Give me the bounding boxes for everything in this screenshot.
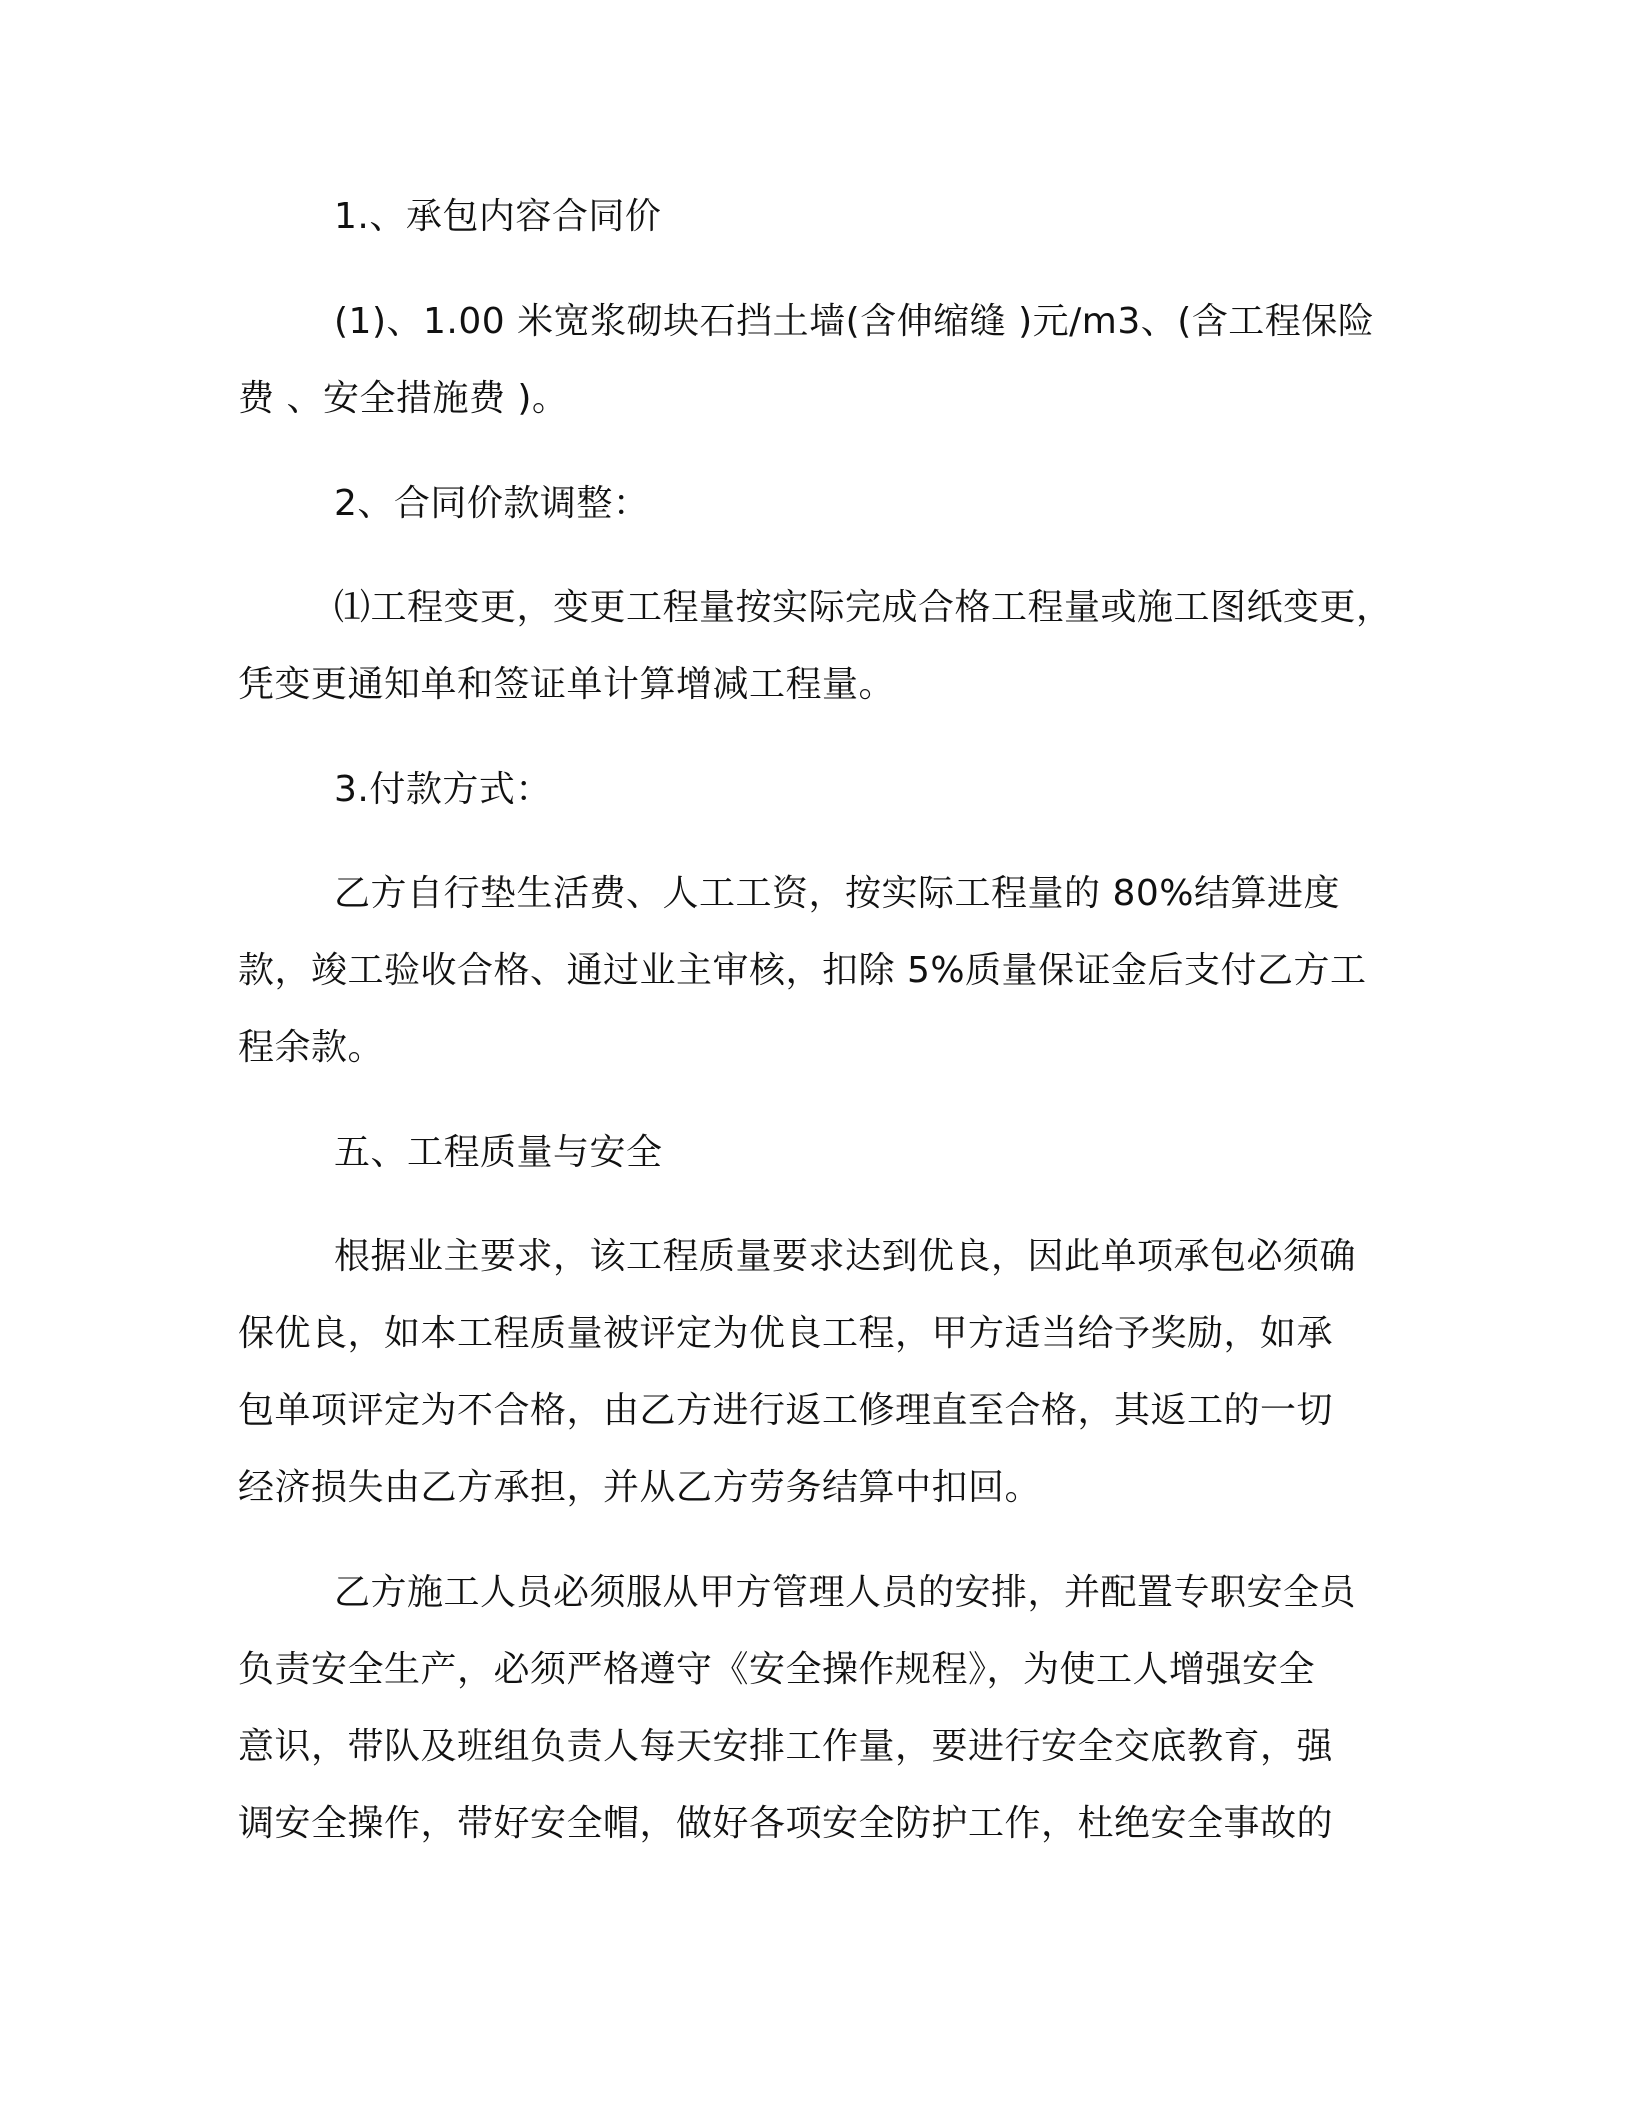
section-heading-payment-method: 3.付款方式： [334, 769, 552, 810]
clause-line: 负责安全生产，必须严格遵守《安全操作规程》，为使工人增强安全 [238, 1649, 1316, 1690]
clause-line: 经济损失由乙方承担，并从乙方劳务结算中扣回。 [238, 1467, 1042, 1508]
clause-line: 根据业主要求，该工程质量要求达到优良，因此单项承包必须确 [334, 1236, 1357, 1277]
section-heading-price-adjustment: 2、合同价款调整： [334, 483, 650, 524]
clause-line: 保优良，如本工程质量被评定为优良工程，甲方适当给予奖励，如承 [238, 1313, 1334, 1354]
clause-line: 款，竣工验收合格、通过业主审核，扣除 5%质量保证金后支付乙方工 [238, 950, 1367, 991]
clause-line: 乙方施工人员必须服从甲方管理人员的安排，并配置专职安全员 [334, 1572, 1357, 1613]
clause-line: 包单项评定为不合格，由乙方进行返工修理直至合格，其返工的一切 [238, 1390, 1334, 1431]
clause-line: 乙方自行垫生活费、人工工资，按实际工程量的 80%结算进度 [334, 873, 1340, 914]
clause-line: 程余款。 [238, 1027, 385, 1068]
clause-line: 意识，带队及班组负责人每天安排工作量，要进行安全交底教育，强 [238, 1726, 1334, 1767]
section-heading-contract-price: 1.、承包内容合同价 [334, 196, 662, 237]
section-heading-quality-safety: 五、工程质量与安全 [334, 1132, 663, 1173]
clause-line: 调安全操作，带好安全帽，做好各项安全防护工作，杜绝安全事故的 [238, 1803, 1334, 1844]
clause-line: (1)、1.00 米宽浆砌块石挡土墙(含伸缩缝 )元/m3、(含工程保险 [334, 301, 1375, 342]
clause-line: 费 、安全措施费 )。 [238, 378, 569, 419]
clause-line: 凭变更通知单和签证单计算增减工程量。 [238, 664, 896, 705]
clause-line: ⑴工程变更，变更工程量按实际完成合格工程量或施工图纸变更， [334, 587, 1393, 628]
